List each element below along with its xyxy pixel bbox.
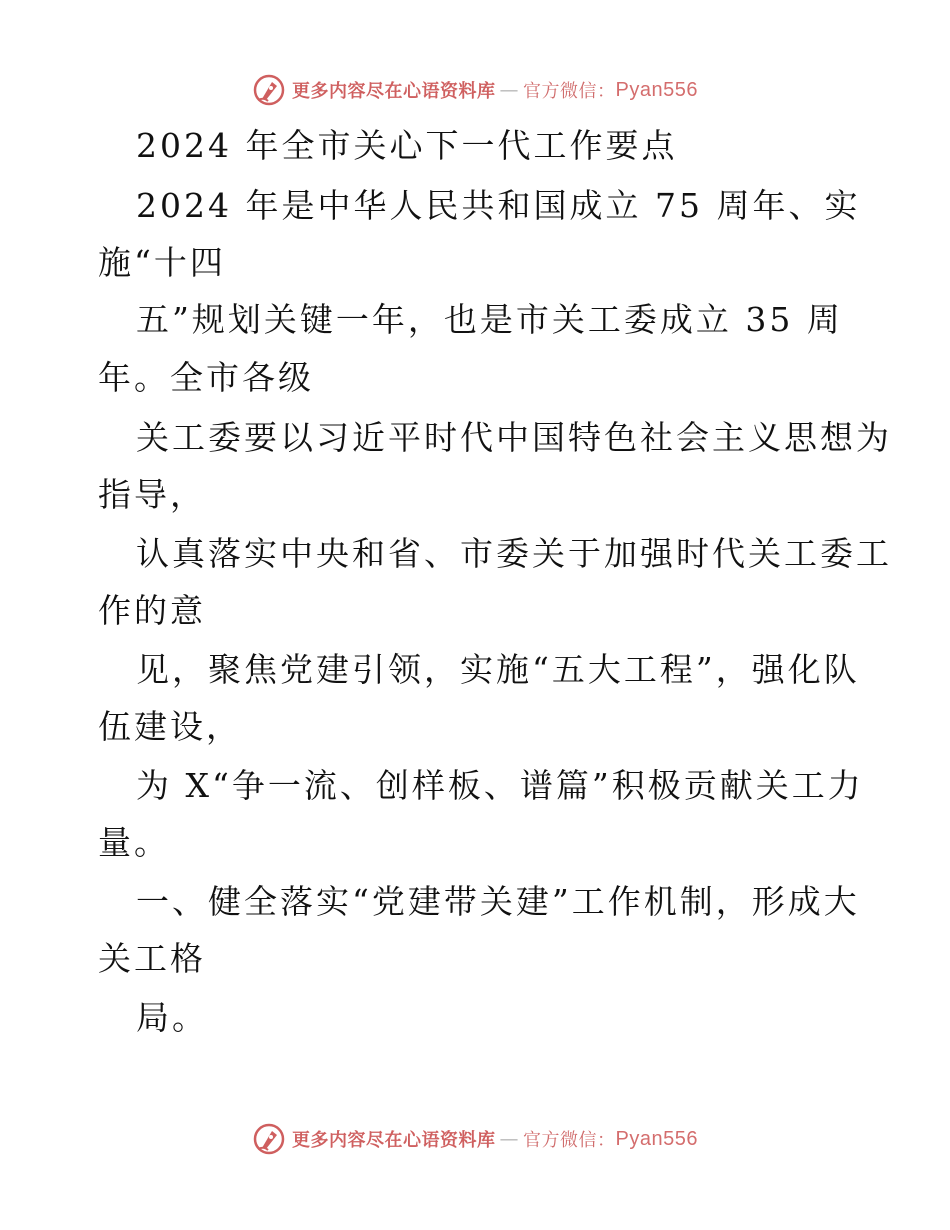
paragraph-line: 关工委要以习近平时代中国特色社会主义思想为 xyxy=(136,418,892,457)
document-title: 2024 年全市关心下一代工作要点 xyxy=(136,126,678,165)
section-heading: 局。 xyxy=(136,998,208,1037)
paragraph-line: 量。 xyxy=(98,823,170,862)
watermark-brand-text: 更多内容尽在心语资料库 xyxy=(292,81,496,102)
watermark-wechat-id: Pyan556 xyxy=(615,1127,698,1150)
paragraph-line: 伍建设， xyxy=(98,707,242,746)
watermark-wechat-id: Pyan556 xyxy=(615,78,698,101)
watermark-wechat-label: 官方微信： xyxy=(523,1130,616,1151)
pen-nib-logo-icon xyxy=(252,1122,286,1156)
paragraph-line: 见，聚焦党建引领，实施“五大工程”，强化队 xyxy=(136,650,860,689)
watermark-brand-text: 更多内容尽在心语资料库 xyxy=(292,1130,496,1151)
header-watermark xyxy=(0,70,950,110)
footer-watermark xyxy=(0,1119,950,1159)
paragraph-line: 2024 年是中华人民共和国成立 75 周年、实 xyxy=(136,186,861,225)
paragraph-line: 指导， xyxy=(98,475,206,514)
pen-nib-logo-icon xyxy=(252,73,286,107)
paragraph-line: 五”规划关键一年，也是市关工委成立 35 周 xyxy=(136,300,843,339)
paragraph-line: 作的意 xyxy=(98,591,206,630)
paragraph-line: 为 X“争一流、创样板、谱篇”积极贡献关工力 xyxy=(136,766,864,805)
watermark-dash: — xyxy=(499,79,520,101)
section-heading: 一、健全落实“党建带关建”工作机制，形成大 xyxy=(136,882,860,921)
paragraph-line: 施“十四 xyxy=(98,243,226,282)
section-heading: 关工格 xyxy=(98,939,206,978)
paragraph-line: 年。全市各级 xyxy=(98,358,314,397)
watermark-wechat-label: 官方微信： xyxy=(523,81,616,102)
paragraph-line: 认真落实中央和省、市委关于加强时代关工委工 xyxy=(136,534,892,573)
watermark-dash: — xyxy=(499,1128,520,1150)
